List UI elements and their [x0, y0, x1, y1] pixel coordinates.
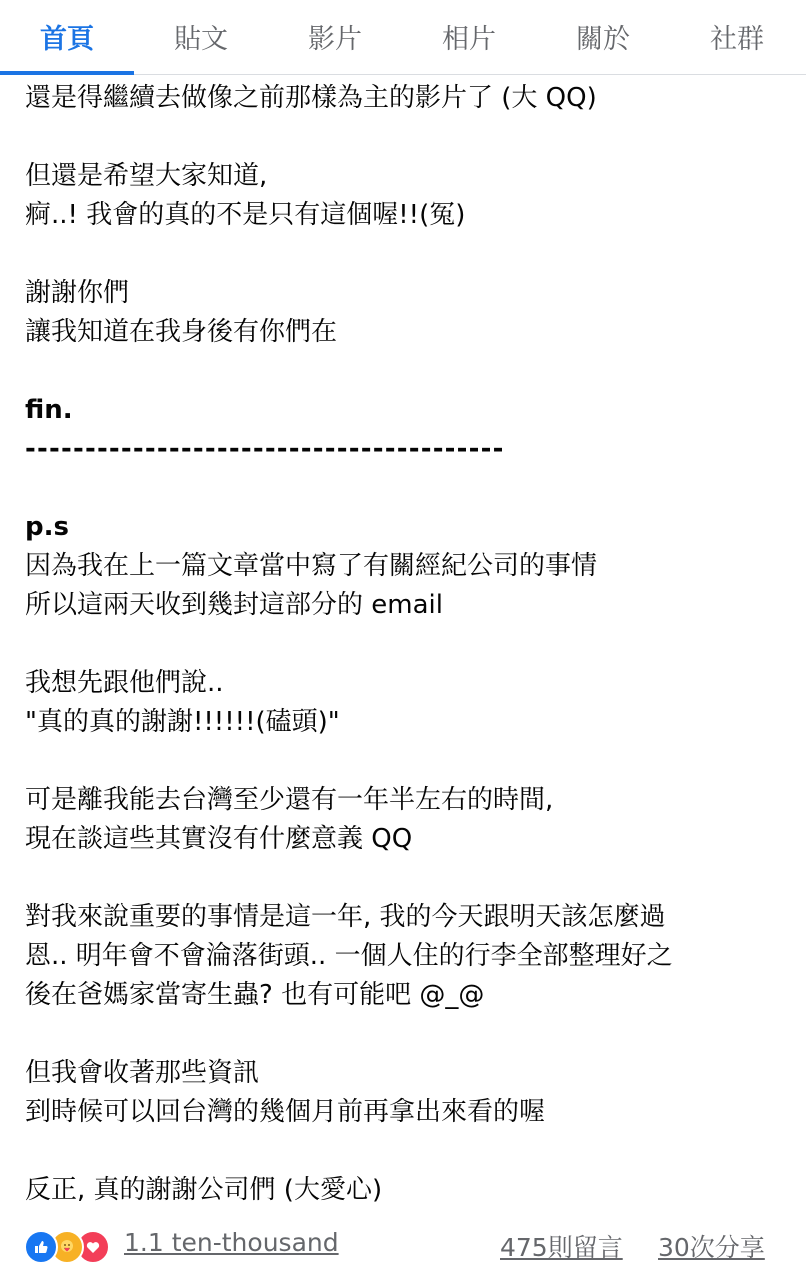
like-icon	[24, 1230, 58, 1264]
post-line: 還是得繼續去做像之前那樣為主的影片了 (大 QQ)	[25, 83, 597, 113]
tab-videos[interactable]: 影片	[308, 23, 362, 55]
post-line: 反正, 真的謝謝公司們 (大愛心)	[25, 1175, 383, 1205]
post-footer	[0, 1224, 806, 1268]
post-line: 痾..! 我會的真的不是只有這個喔!!(冤)	[25, 200, 466, 230]
post-line: 但我會收著那些資訊	[25, 1058, 260, 1088]
post-line: 但還是希望大家知道,	[25, 161, 268, 191]
page-tab-bar	[0, 0, 806, 75]
share-count-link[interactable]: 30次分享	[658, 1233, 765, 1262]
post-line-blank	[25, 742, 795, 781]
post-line-blank	[25, 352, 795, 391]
post-line: 對我來說重要的事情是這一年, 我的今天跟明天該怎麼過	[25, 902, 666, 932]
post-line-blank	[25, 859, 795, 898]
post-line: 到時候可以回台灣的幾個月前再拿出來看的喔	[25, 1097, 546, 1127]
post-line-fin: fin.	[25, 395, 73, 425]
post-line: 後在爸媽家當寄生蟲? 也有可能吧 @_@	[25, 980, 485, 1010]
post-line-blank	[25, 118, 795, 157]
post-body	[25, 79, 795, 1210]
post-line: 現在談這些其實沒有什麼意義 QQ	[25, 824, 413, 854]
tab-posts[interactable]: 貼文	[174, 23, 228, 55]
heart-icon	[85, 1239, 101, 1255]
post-line: 恩.. 明年會不會淪落街頭.. 一個人住的行李全部整理好之	[25, 941, 673, 971]
reaction-icons[interactable]	[24, 1230, 120, 1262]
post-line-blank	[25, 1015, 795, 1054]
hugging-face-icon	[58, 1238, 76, 1256]
tab-community[interactable]: 社群	[710, 23, 764, 55]
comment-count-link[interactable]: 475則留言	[500, 1233, 623, 1262]
tab-home[interactable]: 首頁	[0, 0, 134, 72]
post-divider: ----------------------------------------	[25, 434, 505, 464]
post-line: 所以這兩天收到幾封這部分的 email	[25, 590, 443, 620]
post-line-blank	[25, 235, 795, 274]
tab-about[interactable]: 關於	[576, 23, 630, 55]
post-line-blank	[25, 1132, 795, 1171]
post-line: 因為我在上一篇文章當中寫了有關經紀公司的事情	[25, 551, 598, 581]
post-line: 謝謝你們	[25, 278, 130, 308]
post-line: 我想先跟他們說..	[25, 668, 224, 698]
post-line: "真的真的謝謝!!!!!!(磕頭)"	[25, 707, 340, 737]
post-line-blank	[25, 469, 795, 508]
post-line-blank	[25, 625, 795, 664]
tab-photos[interactable]: 相片	[442, 23, 496, 55]
post-line: 可是離我能去台灣至少還有一年半左右的時間,	[25, 785, 554, 815]
post-line-ps: p.s	[25, 512, 69, 542]
post-line: 讓我知道在我身後有你們在	[25, 317, 338, 347]
thumbs-up-icon	[33, 1239, 49, 1255]
reaction-count[interactable]: 1.1 ten-thousand	[124, 1228, 339, 1257]
